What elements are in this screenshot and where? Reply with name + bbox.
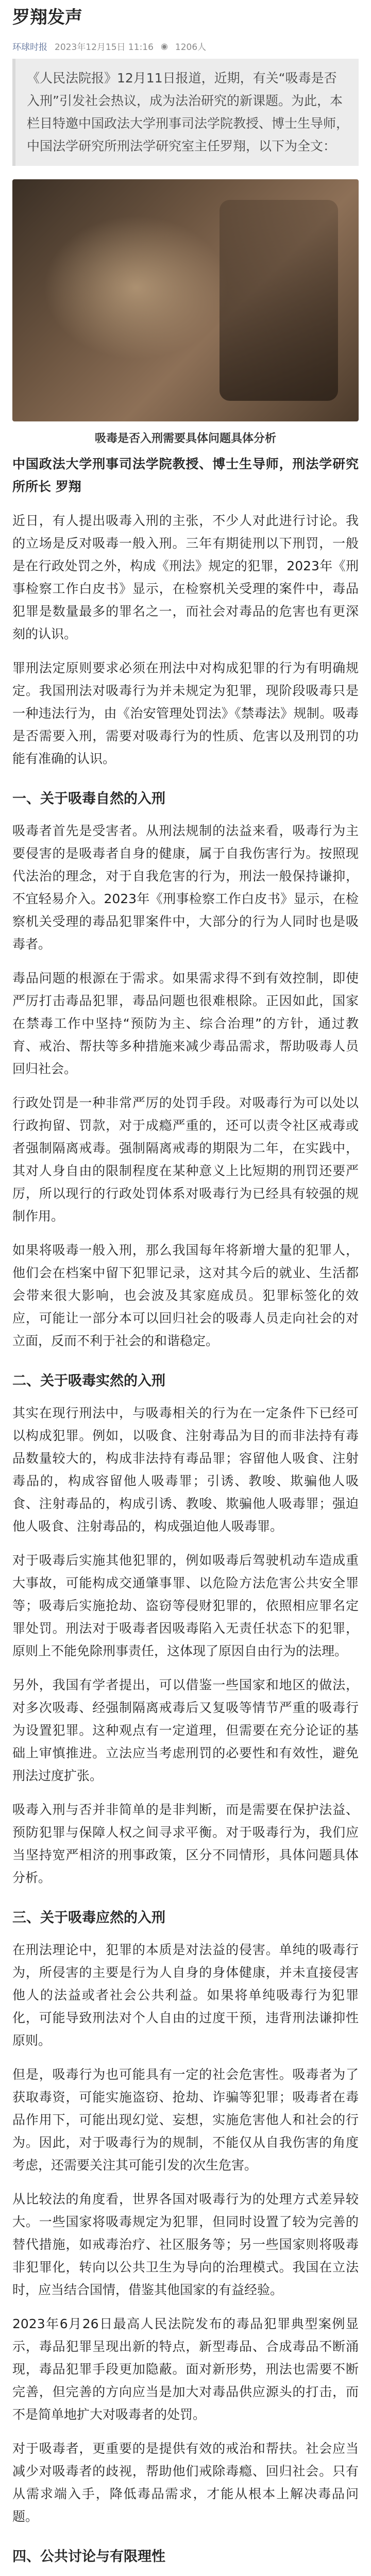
paragraph: 从比较法的角度看，世界各国对吸毒行为的处理方式差异较大。一些国家将吸毒规定为犯罪，但同时设置了较为完善的替代措施，如戒毒治疗、社区服务等；另一些国家则将吸毒非犯罪化，转向以公共卫生为导向的治理模式。我国在立法时，应当结合国情，借鉴其他国家的有益经验。 [12, 2192, 359, 2297]
paragraph: 吸毒入刑与否并非简单的是非判断，而是需要在保护法益、预防犯罪与保障人权之间寻求平衡。对于吸毒行为，我们应当坚持宽严相济的刑事政策，区分不同情形，具体问题具体分析。 [12, 1802, 359, 1885]
header [0, 0, 371, 37]
paragraph: 但是，吸毒行为也可能具有一定的社会危害性。吸毒者为了获取毒资，可能实施盗窃、抢劫、诈骗等犯罪；吸毒者在毒品作用下，可能出现幻觉、妄想，实施危害他人和社会的行为。因此，对于吸毒行为的规制，不能仅从自我伤害的角度考虑，还需要关注其可能引发的次生危害。 [12, 2067, 359, 2173]
paragraph: 如果将吸毒一般入刑，那么我国每年将新增大量的犯罪人，他们会在档案中留下犯罪记录，这对其今后的就业、生活都会带来很大影响，也会波及其家庭成员。犯罪标签化的效应，可能让一部分本可以回归社会的吸毒人员走向社会的对立面，反而不利于社会的和谐稳定。 [12, 1243, 359, 1348]
image-caption: 吸毒是否入刑需要具体问题具体分析 [94, 432, 276, 445]
paragraph: 另外，我国有学者提出，可以借鉴一些国家和地区的做法，对多次吸毒、经强制隔离戒毒后又复吸等情节严重的吸毒行为设置犯罪。这种观点有一定道理，但需要在充分论证的基础上审慎推进。立法应当考虑刑罚的必要性和有效性，避免刑法过度扩张。 [12, 1677, 359, 1783]
paragraph: 行政处罚是一种非常严厉的处罚手段。对吸毒行为可以处以行政拘留、罚款，对于成瘾严重的，还可以责令社区戒毒或者强制隔离戒毒。强制隔离戒毒的期限为二年，在实践中，其对人身自由的限制程度在某种意义上比短期的刑罚还要严厉，所以现行的行政处罚体系对吸毒行为已经具有较强的规制作用。 [12, 1095, 359, 1224]
paragraph: 对于吸毒者，更重要的是提供有效的戒治和帮扶。社会应当减少对吸毒者的歧视，帮助他们戒除毒瘾、回归社会。只有从需求端入手，降低毒品需求，才能从根本上解决毒品问题。 [12, 2441, 359, 2524]
paragraph: 其实在现行刑法中，与吸毒相关的行为在一定条件下已经可以构成犯罪。例如，以吸食、注射毒品为目的而非法持有毒品数量较大的，构成非法持有毒品罪；容留他人吸食、注射毒品的，构成容留他人吸毒罪；引诱、教唆、欺骗他人吸食、注射毒品的，构成引诱、教唆、欺骗他人吸毒罪；强迫他人吸食、注射毒品的，构成强迫他人吸毒罪。 [12, 1405, 359, 1534]
article-meta [0, 37, 371, 55]
view-count: 1206人 [175, 42, 207, 53]
paragraph: 在刑法理论中，犯罪的本质是对法益的侵害。单纯的吸毒行为，所侵害的主要是行为人自身的身体健康，并未直接侵害他人的法益或者社会公共利益。如果将单纯吸毒行为犯罪化，可能导致刑法对个人自由的过度干预，违背刑法谦抑性原则。 [12, 1942, 359, 2048]
publish-date: 2023年12月15日 11:16 [55, 42, 154, 53]
section-heading: 二、关于吸毒实然的入刑 [12, 1373, 165, 1389]
eye-icon: ◉ [160, 41, 168, 51]
image-glow [43, 215, 229, 360]
image-drape [220, 200, 338, 401]
paragraph: 对于吸毒后实施其他犯罪的，例如吸毒后驾驶机动车造成重大事故，可能构成交通肇事罪、以危险方法危害公共安全罪等；吸毒后实施抢劫、盗窃等侵财犯罪的，依照相应罪名定罪处罚。刑法对于吸毒者因吸毒陷入无责任状态下的犯罪，原则上不能免除刑事责任，这体现了原因自由行为的法理。 [12, 1553, 359, 1658]
section-heading: 四、公共讨论与有限理性 [12, 2549, 165, 2565]
paragraph: 毒品问题的根源在于需求。如果需求得不到有效控制，即使严厉打击毒品犯罪，毒品问题也很难根除。正因如此，国家在禁毒工作中坚持“预防为主、综合治理”的方针，通过教育、戒治、帮扶等多种措施来减少毒品需求，帮助吸毒人员回归社会。 [12, 971, 359, 1076]
author-name[interactable]: 环球时报 [12, 42, 47, 53]
paragraph: 近日，有人提出吸毒入刑的主张，不少人对此进行讨论。我的立场是反对吸毒一般入刑。三年有期徒刑以下刑罚，一般是在行政处罚之外，构成《刑法》规定的犯罪，2023年《刑事检察工作白皮书》显示，在检察机关受理的案件中，毒品犯罪是数量最多的罪名之一，而社会对毒品的危害也有更深刻的认识。 [12, 513, 359, 641]
paragraph: 吸毒者首先是受害者。从刑法规制的法益来看，吸毒行为主要侵害的是吸毒者自身的健康，属于自我伤害行为。按照现代法治的理念，对于自我危害的行为，刑法一般保持谦抑，不宜轻易介入。2023年《刑事检察工作白皮书》显示，在检察机关受理的毒品犯罪案件中，大部分的行为人同时也是吸毒者。 [12, 823, 359, 952]
article-title: 罗翔发声 [12, 7, 82, 28]
author-byline: 中国政法大学刑事司法学院教授、博士生导师，刑法学研究所所长 罗翔 [12, 456, 359, 494]
article-body [12, 453, 359, 2576]
intro-quote: 《人民法院报》12月11日报道，近期，有关“吸毒是否入刑”引发社会热议，成为法治研究的新课题。为此，本栏目特邀中国政法大学刑事司法学院教授、博士生导师，中国法学研究所刑法学研究室主任罗翔，以下为全文： [12, 59, 359, 166]
section-heading: 一、关于吸毒自然的入刑 [12, 791, 165, 807]
paragraph: 罪刑法定原则要求必须在刑法中对构成犯罪的行为有明确规定。我国刑法对吸毒行为并未规定为犯罪，现阶段吸毒只是一种违法行为，由《治安管理处罚法》《禁毒法》规制。吸毒是否需要入刑，需要对吸毒行为的性质、危害以及刑罚的功能有准确的认识。 [12, 660, 359, 766]
paragraph: 2023年6月26日最高人民法院发布的毒品犯罪典型案例显示，毒品犯罪呈现出新的特点，新型毒品、合成毒品不断涌现，毒品犯罪手段更加隐蔽。面对新形势，刑法也需要不断完善，但完善的方向应当是加大对毒品供应源头的打击，而不是简单地扩大对吸毒者的处罚。 [12, 2316, 359, 2422]
article-image[interactable] [12, 179, 359, 421]
section-heading: 三、关于吸毒应然的入刑 [12, 1910, 165, 1926]
